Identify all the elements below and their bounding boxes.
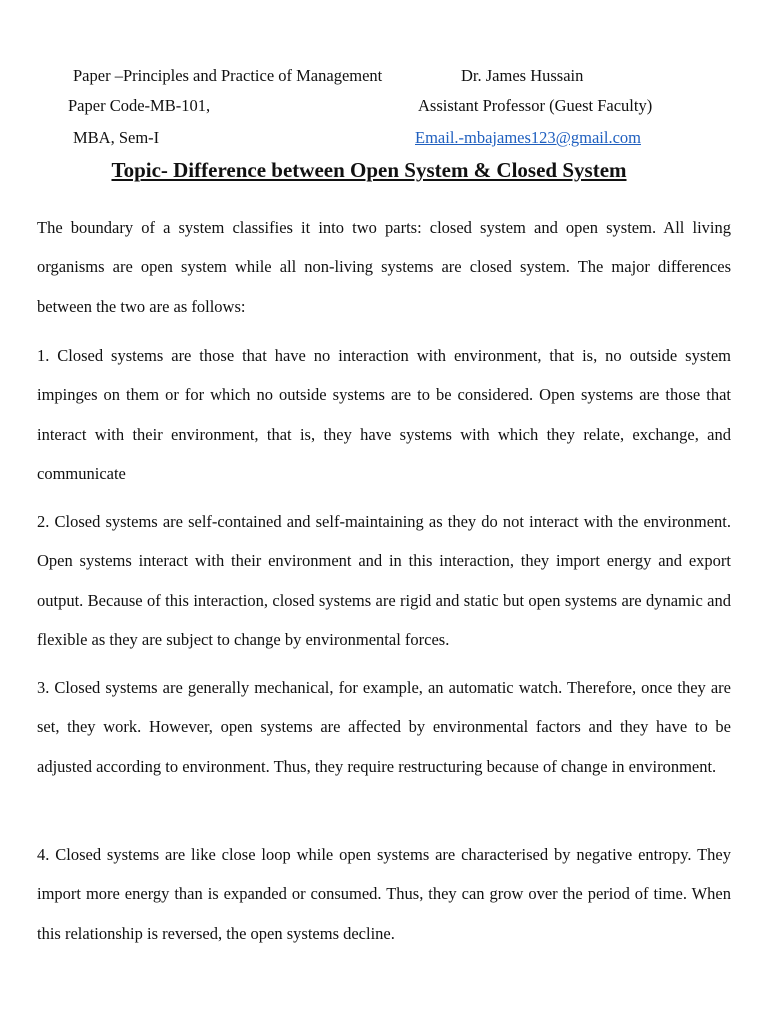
- point-4-paragraph: 4. Closed systems are like close loop while open systems are characterised by negative entropy. They import more energy than is expanded or consumed. Thus, they can grow over the period of time. When this relationship is reversed, the open systems decline.: [37, 845, 731, 943]
- intro-paragraph: The boundary of a system classifies it into two parts: closed system and open system. All living organisms are open system while all non-living systems are closed system. The major differences between the two are as follows:: [37, 218, 731, 316]
- author-position: Assistant Professor (Guest Faculty): [418, 96, 653, 115]
- program-semester: MBA, Sem-I: [73, 128, 160, 147]
- paper-code: Paper Code-MB-101,: [68, 96, 211, 115]
- author-name: Dr. James Hussain: [461, 66, 584, 85]
- email-link[interactable]: Email.-mbajames123@gmail.com: [415, 128, 641, 147]
- point-2-paragraph: 2. Closed systems are self-contained and self-maintaining as they do not interact with the environment. Open systems interact with their environment and in this interaction, they import energy and export output. Because of this interaction, closed systems are rigid and static but open systems are dynamic and flexible as they are subject to change by environmental forces.: [37, 512, 731, 649]
- paper-name: Paper –Principles and Practice of Management: [73, 66, 383, 85]
- page-title: Topic- Difference between Open System & Closed System: [111, 158, 627, 182]
- point-3-paragraph: 3. Closed systems are generally mechanical, for example, an automatic watch. Therefore, once they are set, they work. However, open systems are affected by environmental factors and they have to be adjusted according to environment. Thus, they require restructuring because of change in environment.: [37, 678, 731, 776]
- point-1-paragraph: 1. Closed systems are those that have no interaction with environment, that is, no outside system impinges on them or for which no outside systems are to be considered. Open systems are those that interact with their environment, that is, they have systems with which they relate, exchange, and communicate: [37, 346, 731, 483]
